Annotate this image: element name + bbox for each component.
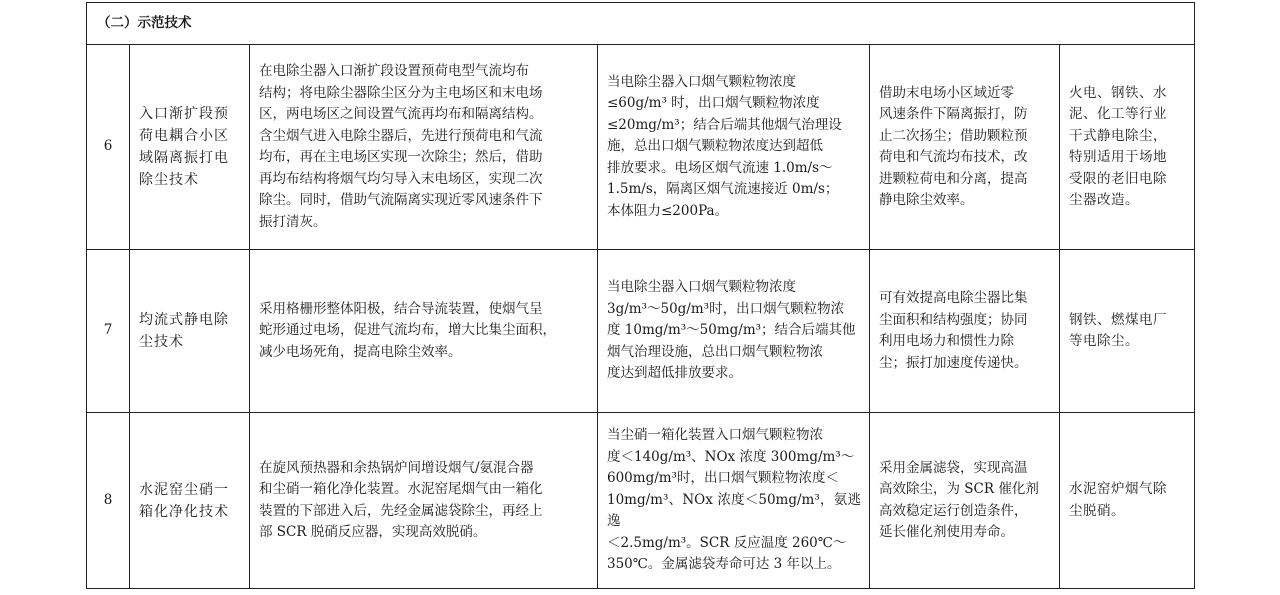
performance-indicators: 当电除尘器入口烟气颗粒物浓度 3g/m³～50g/m³时，出口烟气颗粒物浓 度 10mg/m³～50mg/m³；结合后端其他 烟气治理设施，总出口烟气颗粒物浓 度达到超低排放要求。 [598,250,870,413]
performance-indicators: 当电除尘器入口烟气颗粒物浓度 ≤60g/m³ 时，出口烟气颗粒物浓度 ≤20mg/m³；结合后端其他烟气治理设 施，总出口烟气颗粒物浓度达到超低 排放要求。电场区烟气流速 1.0m/s～ 1.5m/s，隔离区烟气流速接近 0m/s； 本体阻力≤200Pa。 [598,45,870,250]
technology-features: 借助末电场小区域近零 风速条件下隔离振打，防 止二次扬尘；借助颗粒预 荷电和气流均布技术，改 进颗粒荷电和分离，提高 静电除尘效率。 [870,45,1060,250]
section-header-row [87,3,1195,45]
technology-name: 水泥窑尘硝一 箱化净化技术 [130,413,250,589]
section-title: （二）示范技术 [87,3,1195,45]
application-scope: 水泥窑炉烟气除 尘脱硝。 [1060,413,1195,589]
technology-table [86,2,1195,589]
table-row [87,45,1195,250]
application-scope: 火电、钢铁、水 泥、化工等行业 干式静电除尘， 特别适用于场地 受限的老旧电除 尘器改造。 [1060,45,1195,250]
table-row [87,413,1195,589]
technology-description: 采用格栅形整体阳极，结合导流装置，使烟气呈 蛇形通过电场，促进气流均布，增大比集尘面积， 减少电场死角，提高电除尘效率。 [250,250,598,413]
row-number: 8 [87,413,130,589]
technology-name: 入口渐扩段预 荷电耦合小区 域隔离振打电 除尘技术 [130,45,250,250]
application-scope: 钢铁、燃煤电厂 等电除尘。 [1060,250,1195,413]
table-row [87,250,1195,413]
technology-description: 在旋风预热器和余热锅炉间增设烟气/氨混合器 和尘硝一箱化净化装置。水泥窑尾烟气由一箱化 装置的下部进入后，先经金属滤袋除尘，再经上 部 SCR 脱硝反应器，实现高效脱硝。 [250,413,598,589]
performance-indicators: 当尘硝一箱化装置入口烟气颗粒物浓 度＜140g/m³、NOx 浓度 300mg/m³～ 600mg/m³时，出口烟气颗粒物浓度＜ 10mg/m³、NOx 浓度＜50mg/m³，氨逃逸 ＜2.5mg/m³。SCR 反应温度 260℃～ 350℃。金属滤袋寿命可达 3 年以上。 [598,413,870,589]
technology-description: 在电除尘器入口渐扩段设置预荷电型气流均布 结构；将电除尘器除尘区分为主电场区和末电场 区，两电场区之间设置气流再均布和隔离结构。 含尘烟气进入电除尘器后，先进行预荷电和气流 均布，再在主电场区实现一次除尘；然后，借助 再均布结构将烟气均匀导入末电场区，实现二次 除尘。同时，借助气流隔离实现近零风速条件下 振打清灰。 [250,45,598,250]
technology-features: 可有效提高电除尘器比集 尘面积和结构强度；协同 利用电场力和惯性力除 尘；振打加速度传递快。 [870,250,1060,413]
row-number: 7 [87,250,130,413]
technology-name: 均流式静电除 尘技术 [130,250,250,413]
row-number: 6 [87,45,130,250]
technology-features: 采用金属滤袋，实现高温 高效除尘，为 SCR 催化剂 高效稳定运行创造条件， 延长催化剂使用寿命。 [870,413,1060,589]
